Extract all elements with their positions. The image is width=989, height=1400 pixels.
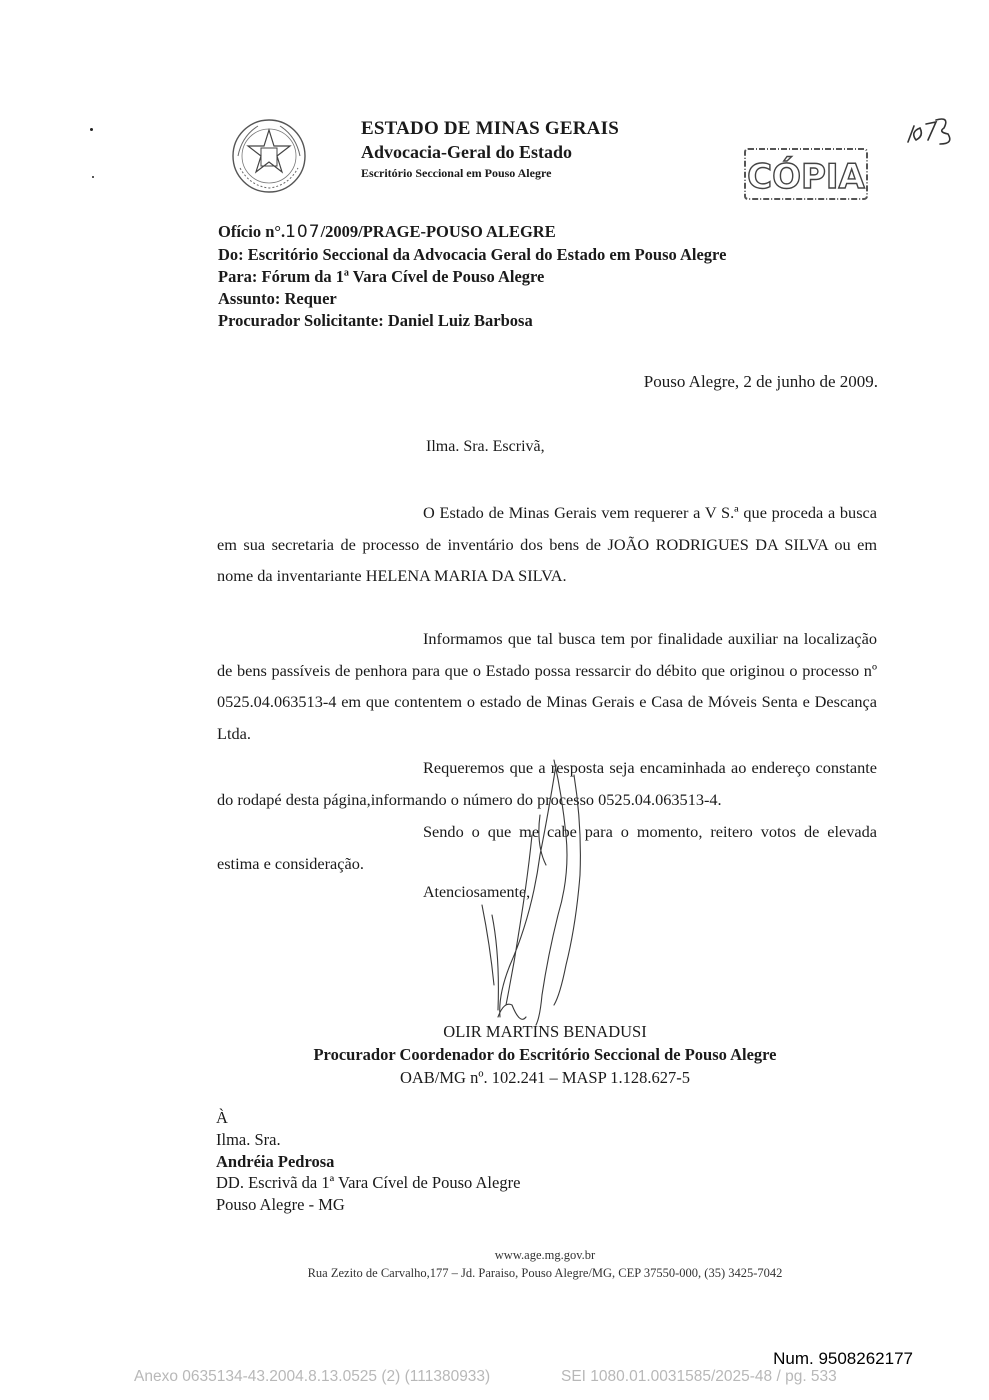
paragraph-2-text: Informamos que tal busca tem por finalidade auxiliar na localização de bens passíveis de penhora para que o Estado possa ressarcir do débito que originou o processo nº 0525.04.063513-4 em que contentem o estado de Minas Gerais e Casa de Móveis Senta e Descança Ltda. [217, 629, 877, 743]
header-office-name: Escritório Seccional em Pouso Alegre [361, 166, 552, 180]
letter-closing: Atenciosamente, [423, 884, 531, 901]
copy-stamp [742, 146, 870, 202]
signatory-title: Procurador Coordenador do Escritório Seccional de Pouso Alegre [313, 1045, 777, 1064]
footer-address: Rua Zezito de Carvalho,177 – Jd. Paraiso, Pouso Alegre/MG, CEP 37550-000, (35) 3425-7042 [307, 1266, 783, 1280]
oficio-line [218, 222, 556, 242]
memo-to: Para: Fórum da 1ª Vara Cível de Pouso Alegre [218, 267, 545, 286]
paragraph-1-text: O Estado de Minas Gerais vem requerer a V S.ª que proceda a busca em sua secretaria de processo de inventário dos bens de JOÃO RODRIGUES DA SILVA ou em nome da inventariante HELENA MARIA DA SILVA. [217, 503, 877, 585]
document-number: Num. 9508262177 [773, 1349, 913, 1368]
recipient-line-1: À [216, 1108, 228, 1127]
scan-mark [90, 128, 93, 131]
annex-reference: Anexo 0635134-43.2004.8.13.0525 (2) (111380933) [134, 1368, 491, 1385]
copy-stamp-text: CÓPIA [747, 157, 865, 197]
handwritten-page-number [902, 112, 958, 152]
letter-paragraph-1 [217, 497, 877, 592]
footer-website: www.age.mg.gov.br [494, 1248, 596, 1262]
recipient-line-2: Ilma. Sra. [216, 1130, 281, 1149]
state-coat-of-arms-seal [228, 116, 310, 196]
paragraph-3-text: Requeremos que a resposta seja encaminhada ao endereço constante do rodapé desta página,informando o número do processo 0525.04.063513-4. [217, 758, 877, 809]
oficio-prefix: Ofício n°. [218, 222, 286, 241]
sei-reference: SEI 1080.01.0031585/2025-48 / pg. 533 [561, 1368, 837, 1385]
recipient-name: Andréia Pedrosa [216, 1152, 335, 1171]
handwritten-signature [470, 755, 600, 1030]
recipient-role: DD. Escrivã da 1ª Vara Cível de Pouso Alegre [216, 1173, 521, 1192]
letter-date: Pouso Alegre, 2 de junho de 2009. [643, 372, 878, 391]
signatory-registration: OAB/MG nº. 102.241 – MASP 1.128.627-5 [399, 1068, 691, 1087]
oficio-number: 107 [285, 222, 321, 242]
recipient-city: Pouso Alegre - MG [216, 1195, 345, 1214]
letter-paragraph-2 [217, 623, 877, 749]
header-agency-name: Advocacia-Geral do Estado [361, 142, 572, 162]
letter-salutation: Ilma. Sra. Escrivã, [426, 438, 545, 455]
oficio-suffix: /2009/PRAGE-POUSO ALEGRE [320, 222, 556, 241]
paragraph-4-text: Sendo o que me cabe para o momento, reitero votos de elevada estima e consideração. [217, 822, 877, 873]
memo-requester: Procurador Solicitante: Daniel Luiz Barbosa [218, 311, 533, 330]
header-state-name: ESTADO DE MINAS GERAIS [361, 118, 619, 139]
scan-mark [92, 176, 94, 178]
memo-subject: Assunto: Requer [218, 289, 337, 308]
memo-from: Do: Escritório Seccional da Advocacia Geral do Estado em Pouso Alegre [218, 245, 727, 264]
signatory-name: OLIR MARTINS BENADUSI [443, 1022, 647, 1041]
